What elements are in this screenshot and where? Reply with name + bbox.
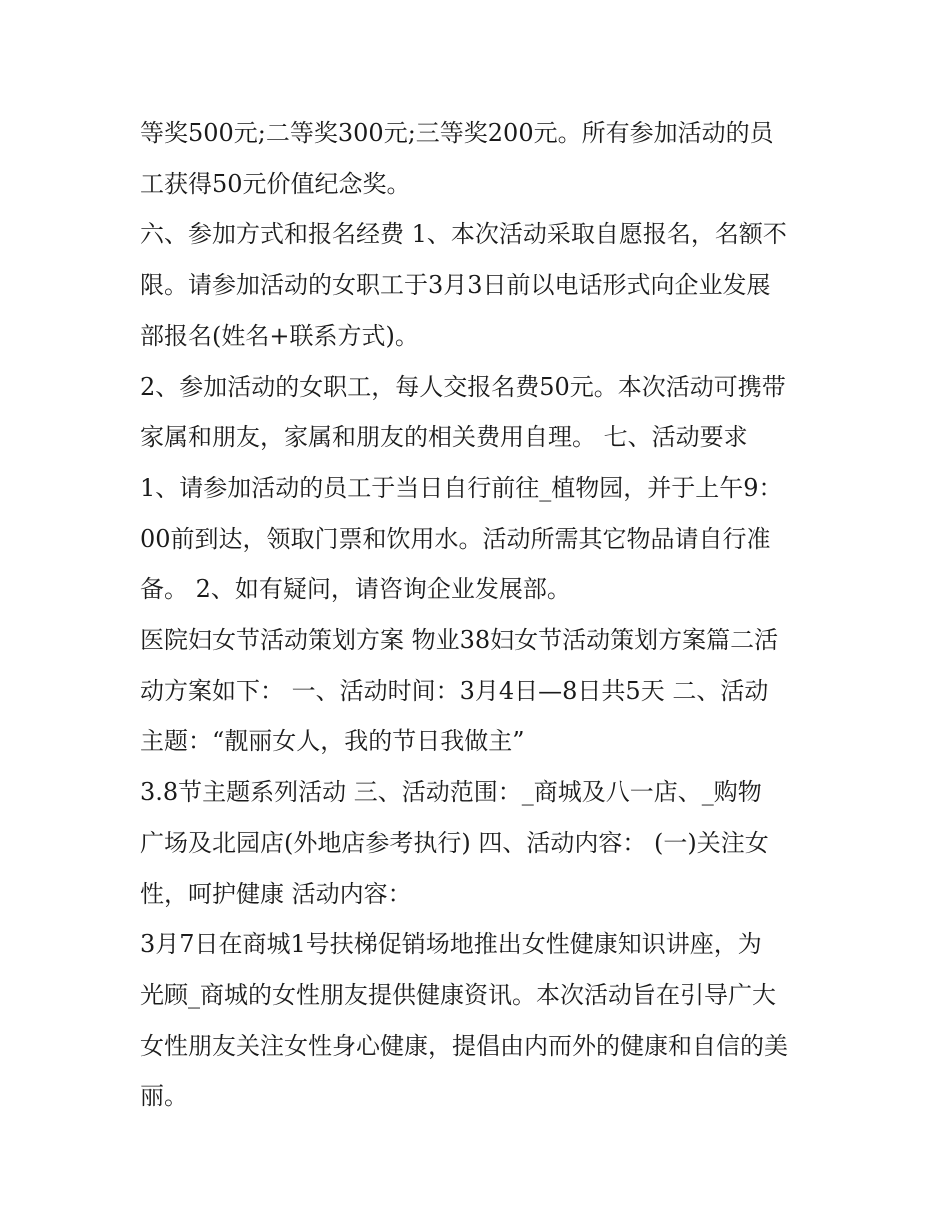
text-line: 女性朋友关注女性身心健康，提倡由内而外的健康和自信的美 bbox=[140, 1031, 788, 1060]
text-line: 丽。 bbox=[140, 1082, 188, 1111]
document-body bbox=[140, 108, 820, 1122]
text-line: 1、请参加活动的员工于当日自行前往_植物园，并于上午9： bbox=[140, 473, 783, 502]
text-line: 3.8节主题系列活动 三、活动范围：_商城及八一店、_购物 bbox=[140, 778, 762, 807]
text-line: 医院妇女节活动策划方案 物业38妇女节活动策划方案篇二活 bbox=[140, 626, 779, 655]
text-line: 00前到达，领取门票和饮用水。活动所需其它物品请自行准 bbox=[140, 524, 771, 553]
text-line: 限。请参加活动的女职工于3月3日前以电话形式向企业发展 bbox=[140, 271, 771, 300]
text-line: 备。 2、如有疑问，请咨询企业发展部。 bbox=[140, 575, 571, 604]
text-line: 动方案如下： 一、活动时间：3月4日—8日共5天 二、活动 bbox=[140, 676, 769, 705]
text-line: 家属和朋友，家属和朋友的相关费用自理。 七、活动要求 bbox=[140, 423, 748, 452]
text-line: 2、参加活动的女职工，每人交报名费50元。本次活动可携带 bbox=[140, 372, 786, 401]
text-line: 广场及北园店(外地店参考执行) 四、活动内容： (一)关注女 bbox=[140, 828, 769, 857]
text-line: 3月7日在商城1号扶梯促销场地推出女性健康知识讲座，为 bbox=[140, 930, 762, 959]
text-line: 性，呵护健康 活动内容： bbox=[140, 879, 412, 908]
text-line: 等奖500元;二等奖300元;三等奖200元。所有参加活动的员 bbox=[140, 119, 774, 147]
text-line: 光顾_商城的女性朋友提供健康资讯。本次活动旨在引导广大 bbox=[140, 980, 776, 1009]
text-line: 主题：“靓丽女人，我的节日我做主” bbox=[140, 727, 525, 756]
text-line: 部报名(姓名+联系方式)。 bbox=[140, 321, 419, 350]
text-line: 六、参加方式和报名经费 1、本次活动采取自愿报名，名额不 bbox=[140, 220, 787, 249]
text-line: 工获得50元价值纪念奖。 bbox=[140, 169, 411, 198]
